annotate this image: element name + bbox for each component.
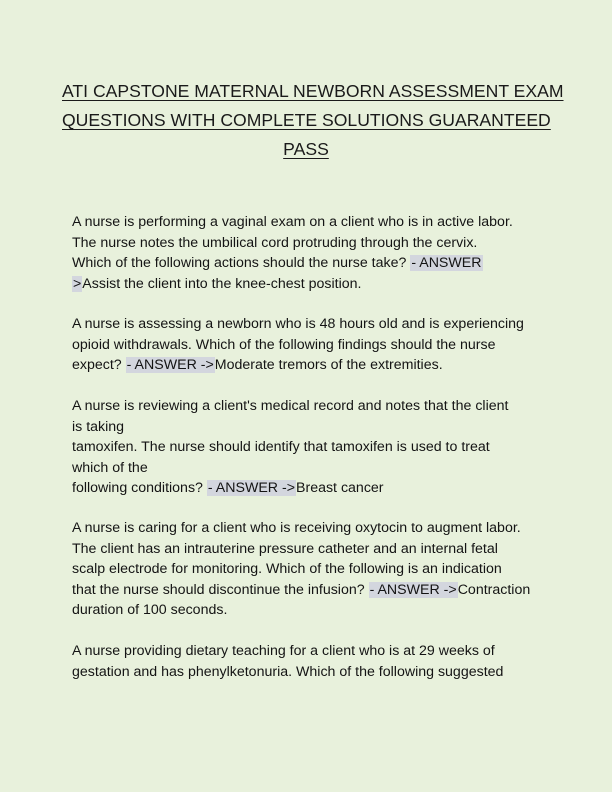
question-1-text: Which of the following actions should the nurse take? [72,255,407,271]
question-4-text: that the nurse should discontinue the infusion? [72,581,365,598]
question-3-text: following conditions? [72,480,203,496]
question-1-line-1: A nurse is performing a vaginal exam on a client who is in active labor. [72,214,513,230]
answer-3: Breast cancer [296,480,384,496]
question-2-line-3 [72,355,548,376]
answer-4-part-1: Contraction [457,581,531,598]
question-2-text: expect? [72,357,122,373]
question-4-line-3: scalp electrode for monitoring. Which of the following is an indication [72,561,502,577]
question-3-line-4: which of the [72,459,148,476]
question-3-line-2: is taking [72,418,125,435]
question-3-line-3: tamoxifen. The nurse should identify that tamoxifen is used to treat [72,439,490,455]
question-4-line-5: duration of 100 seconds. [72,602,228,618]
title-line-3: PASS [283,139,329,159]
question-4-line-2: The client has an intrauterine pressure catheter and an internal fetal [72,540,498,557]
question-3-line-1: A nurse is reviewing a client's medical record and notes that the client [72,398,509,414]
question-2 [72,314,548,376]
answer-marker: - ANSWER -> [126,357,214,373]
answer-1: Assist the client into the knee-chest position. [82,275,362,292]
title-line-1: ATI CAPSTONE MATERNAL NEWBORN ASSESSMENT EXAM [62,81,564,101]
question-4-line-1: A nurse is caring for a client who is receiving oxytocin to augment labor. [72,520,521,536]
question-5-line-2: gestation and has phenylketonuria. Which of the following suggested [72,663,504,680]
question-5 [72,641,548,682]
question-4 [72,518,548,621]
question-2-line-1: A nurse is assessing a newborn who is 48 hours old and is experiencing [72,316,524,332]
answer-2: Moderate tremors of the extremities. [214,357,443,373]
question-1-line-2: The nurse notes the umbilical cord protruding through the cervix. [72,234,478,251]
answer-marker: - ANSWER -> [207,480,295,496]
answer-marker: - ANSWER -> [369,581,457,598]
answer-marker: - ANSWER [411,255,482,271]
question-1 [72,212,548,294]
question-3-line-5 [72,478,548,499]
document-title [62,77,564,164]
question-5-line-1: A nurse providing dietary teaching for a client who is at 29 weeks of [72,643,495,659]
question-4-line-4 [72,580,548,601]
question-2-line-2: opioid withdrawals. Which of the following findings should the nurse [72,336,496,353]
question-1-line-4 [72,274,548,295]
question-1-line-3 [72,253,548,274]
title-line-2: QUESTIONS WITH COMPLETE SOLUTIONS GUARANTEED [62,110,551,130]
answer-marker-arrow: > [73,275,82,292]
question-3 [72,396,548,499]
